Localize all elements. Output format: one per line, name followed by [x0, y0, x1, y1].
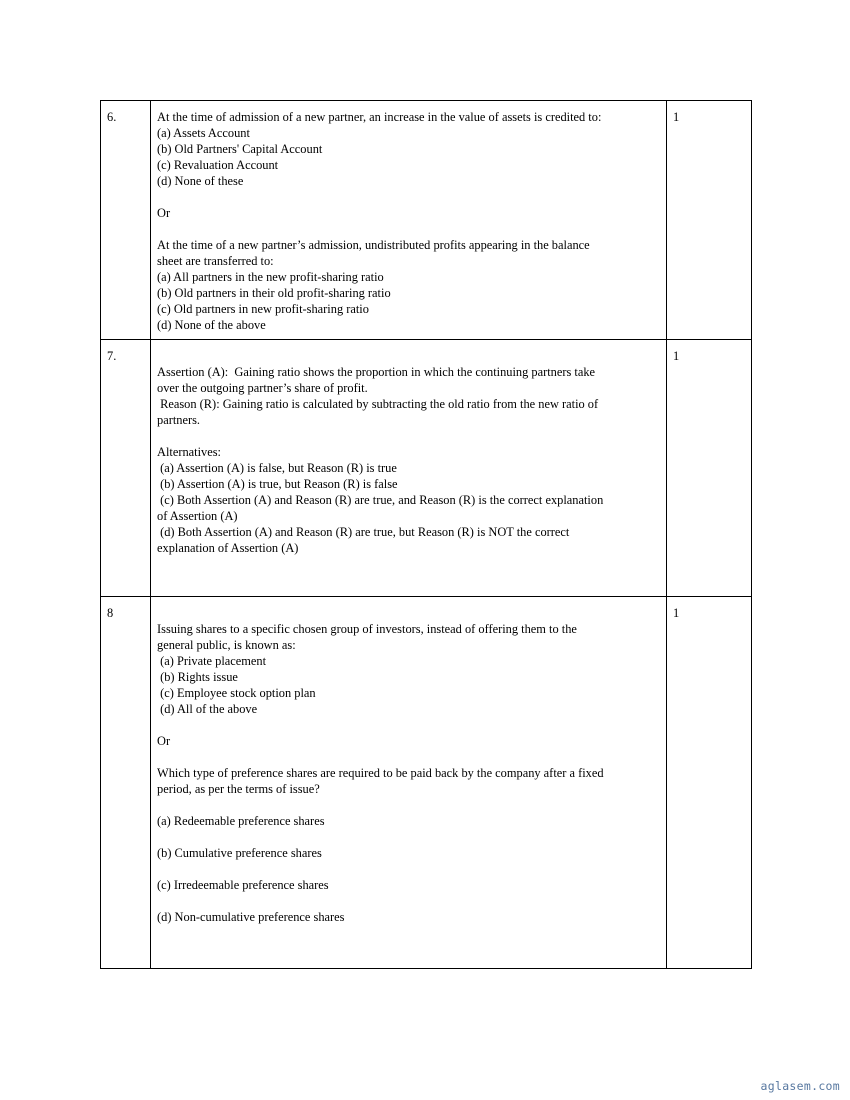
option: explanation of Assertion (A) [157, 541, 299, 555]
option: (c) Old partners in new profit-sharing ratio [157, 302, 369, 316]
question-row [101, 340, 752, 597]
question-number: 7. [101, 340, 151, 597]
option: (a) Redeemable preference shares [157, 814, 325, 828]
question-stem: sheet are transferred to: [157, 254, 274, 268]
option: (c) Both Assertion (A) and Reason (R) are true, and Reason (R) is the correct explanation [157, 493, 604, 507]
or-label: Or [157, 206, 171, 220]
question-stem: At the time of a new partner’s admission, undistributed profits appearing in the balance [157, 238, 590, 252]
question-stem: At the time of admission of a new partner, an increase in the value of assets is credited to: [157, 110, 602, 124]
assertion-text: over the outgoing partner’s share of profit. [157, 381, 368, 395]
question-row [101, 597, 752, 969]
question-marks: 1 [667, 340, 752, 597]
question-text [151, 597, 667, 969]
option: (d) None of these [157, 174, 244, 188]
question-text [151, 340, 667, 597]
option: (b) Cumulative preference shares [157, 846, 322, 860]
question-number: 6. [101, 101, 151, 340]
option: (a) Private placement [157, 654, 267, 668]
question-row [101, 101, 752, 340]
question-text [151, 101, 667, 340]
option: (d) Both Assertion (A) and Reason (R) are true, but Reason (R) is NOT the correct [157, 525, 570, 539]
option: (b) Rights issue [157, 670, 238, 684]
option: (d) None of the above [157, 318, 266, 332]
question-marks: 1 [667, 597, 752, 969]
reason-text: partners. [157, 413, 201, 427]
option: (c) Employee stock option plan [157, 686, 316, 700]
option: (a) All partners in the new profit-sharing ratio [157, 270, 384, 284]
question-table [100, 100, 752, 969]
option: (a) Assertion (A) is false, but Reason (R) is true [157, 461, 397, 475]
option: (b) Old partners in their old profit-sharing ratio [157, 286, 391, 300]
question-stem: Issuing shares to a specific chosen group of investors, instead of offering them to the [157, 622, 577, 636]
option: (d) All of the above [157, 702, 258, 716]
question-stem: general public, is known as: [157, 638, 296, 652]
reason-text: Reason (R): Gaining ratio is calculated by subtracting the old ratio from the new ratio of [157, 397, 599, 411]
option: (c) Irredeemable preference shares [157, 878, 329, 892]
question-stem: Which type of preference shares are required to be paid back by the company after a fixed [157, 766, 604, 780]
option: (b) Assertion (A) is true, but Reason (R) is false [157, 477, 398, 491]
option: (a) Assets Account [157, 126, 250, 140]
question-number: 8 [101, 597, 151, 969]
option: of Assertion (A) [157, 509, 238, 523]
option: (b) Old Partners' Capital Account [157, 142, 323, 156]
question-marks: 1 [667, 101, 752, 340]
option: (d) Non-cumulative preference shares [157, 910, 345, 924]
question-stem: period, as per the terms of issue? [157, 782, 320, 796]
alternatives-label: Alternatives: [157, 445, 221, 459]
watermark: aglasem.com [760, 1079, 840, 1093]
assertion-text: Assertion (A): Gaining ratio shows the proportion in which the continuing partners take [157, 365, 596, 379]
option: (c) Revaluation Account [157, 158, 279, 172]
or-label: Or [157, 734, 171, 748]
